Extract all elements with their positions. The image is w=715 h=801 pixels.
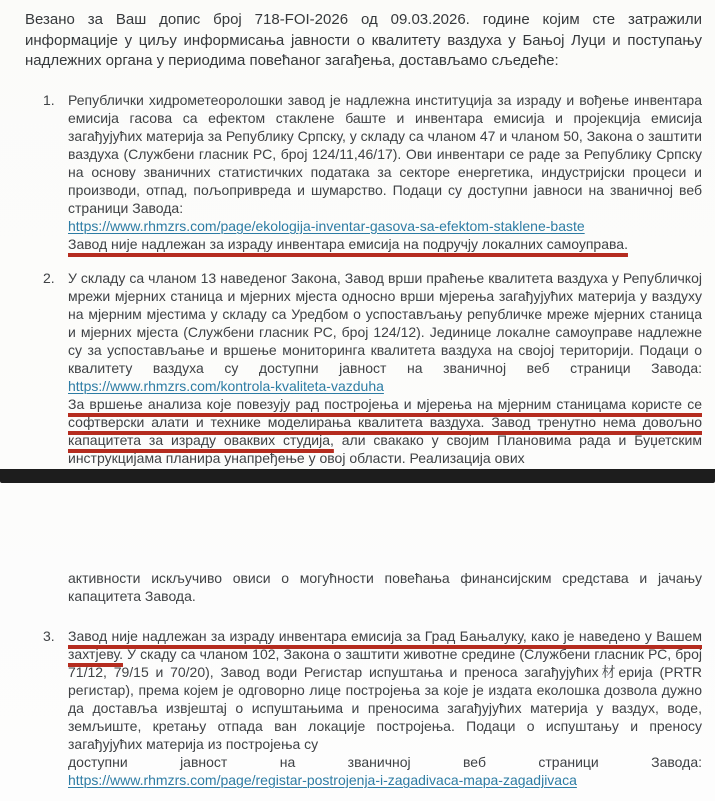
- item-3-url-link[interactable]: https://www.rhmzrs.com/page/registar-postrojenja-i-zagadivaca-mapa-zagadjivaca: [68, 771, 577, 788]
- item-3-red-underlined-statement: Завод није надлежан за израду инвентара емисија за Град Бањалуку, како је наведено у Вашем захтјеву.: [68, 627, 702, 662]
- item-3-number: 3.: [43, 627, 55, 644]
- item-1-red-underlined-statement: Завод није надлежан за израду инвентара емисија на подручју локалних самоуправа.: [68, 235, 628, 252]
- item-2-body: [68, 269, 702, 467]
- intro-paragraph: Везано за Ваш допис број 718-FOI-2026 од 09.03.2026. године којим сте затражили информације у циљу информисања јавности о квалитету ваздуха у Бањој Луци и поступању надлежних органа у периодима повећаног загађења, достављамо сљедеће:: [25, 11, 702, 69]
- list-item-1: [43, 91, 702, 253]
- item-3-text: У скаду са чланом 102, Закона о заштити животне средине (Службени гласник РС, број 71/12, 79/15 и 70/20), Завод води Регистар испуштања и преноса загађујућих材ерија (PRTR регистар), према којем је одговорно лице постројења за које је издата еколошка дозвола дужно да доставља извјештај о испуштањима и преносима загађујућих материја у ваздух, воде, земљиште, кретању отпада ван локације постројења. Подаци о испуштању и преносу загађујућих материја из постројења су: [68, 645, 702, 752]
- continuation-paragraph: активности искључиво овиси о могућности повећања финансијским средстава и јачању капацитета Завода.: [68, 569, 702, 604]
- item-2-url-link[interactable]: https://www.rhmzrs.com/kontrola-kvaliteta-vazduha: [68, 377, 384, 394]
- item-3-body: [68, 627, 702, 789]
- item-2-red-underlined-statement: За вршење анализа које повезују рад постројења и мјерења на мјерним станицама користе се софтверски алати и технике моделирања квалитета ваздуха. Завод тренутно нема довољно капацитета за израду оваквих студија,: [68, 395, 702, 448]
- page-break-separator-bar: [0, 469, 715, 483]
- item-1-number: 1.: [43, 91, 55, 108]
- item-2-text: У складу са чланом 13 наведеног Закона, Завод врши праћење квалитета ваздуха у Републичкој мрежи мјерних станица и мјерних мјеста односно врши мјерења загађујућих материја у ваздуху на мјерним мјестима у складу са Уредбом о успостављању републичке мреже мјерних станица и мјерних мјеста (Службени гласник РС, број 124/12). Јединице локалне самоуправе надлежне су за успостављање и вршење мониторинга квалитета ваздуха на својој територији. Подаци о квалитету ваздуха су доступни јавност на званичној веб страници Завода:: [68, 269, 702, 376]
- item-1-url-link[interactable]: https://www.rhmzrs.com/page/ekologija-inventar-gasova-sa-efektom-staklene-baste: [68, 217, 585, 234]
- item-3-justified-line: доступни јавност на званичној веб страници Завода:: [68, 753, 702, 770]
- item-1-text: Републички хидрометеоролошки завод је надлежна институција за израду и вођење инвентара емисија гасова са ефектом стаклене баште и инвентара емисија и пројекција емисија загађујућих материја за Републику Српску, у складу са чланом 47 и чланом 50, Закона о заштити ваздуха (Службени гласник РС, број 124/11,46/17). Ови инвентари се раде за Републику Српску на основу званичних статистичких података за секторе енергетика, индустријски процеси и производи, отпад, пољопривреда и шумарство. Подаци су доступни јавноси на званичној веб страници Завода:: [68, 91, 702, 216]
- item-2-number: 2.: [43, 269, 55, 286]
- item-2-text-after: али свакако у својим Плановима рада и Буџетским инструкцијама планира унапређење у овој области. Реализација ових: [68, 431, 702, 466]
- item-1-body: [68, 91, 702, 253]
- list-item-2: [43, 269, 702, 467]
- list-item-3: [43, 627, 702, 789]
